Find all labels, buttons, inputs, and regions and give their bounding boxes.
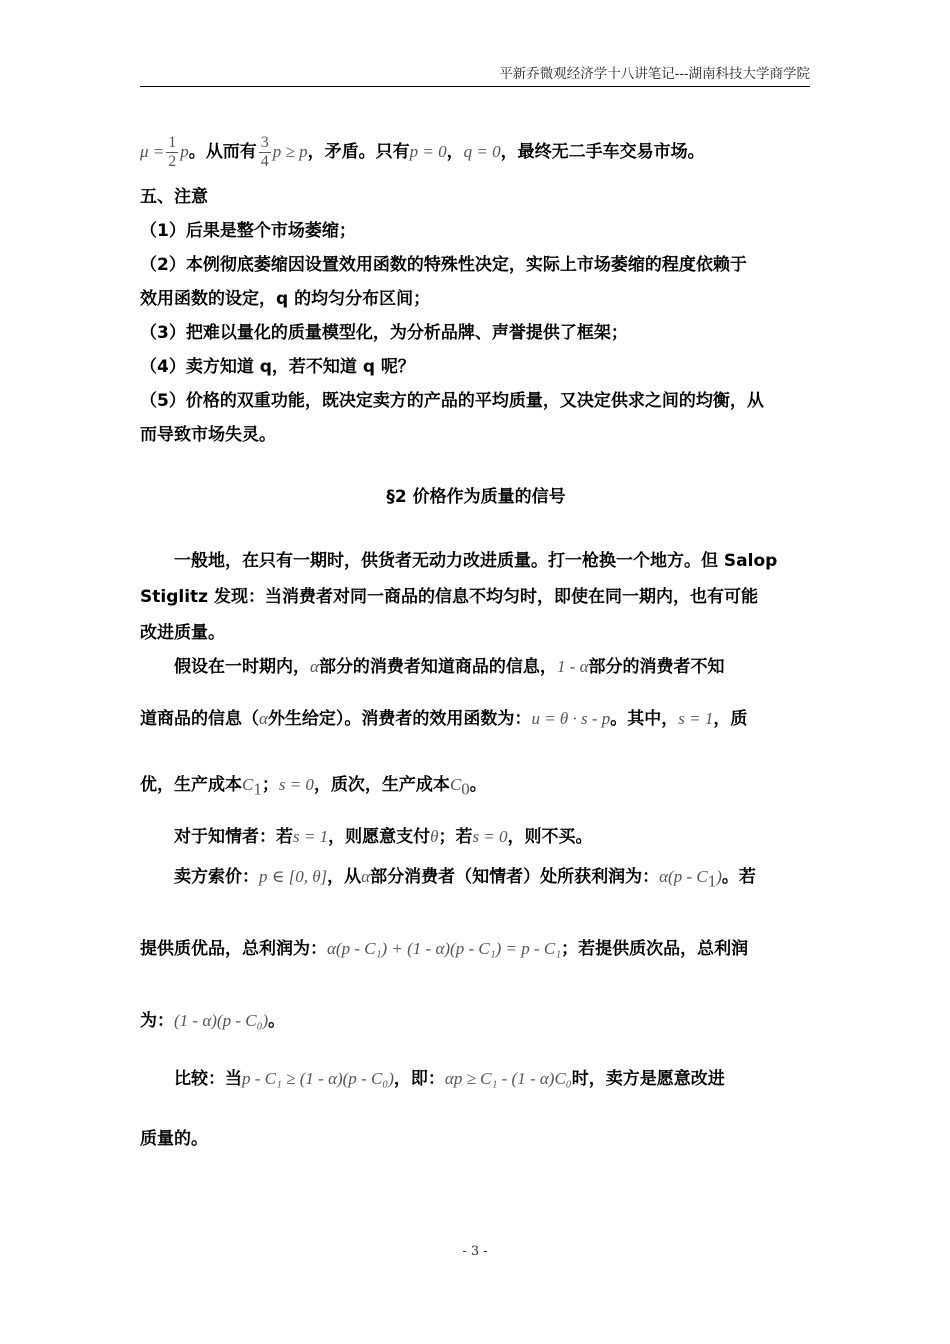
total-profit-low: (1 - α)(p - C₀) xyxy=(174,1011,269,1030)
intro-line-2: Stiglitz 发现：当消费者对同一商品的信息不均匀时，即使在同一期内，也有可能 xyxy=(140,587,758,607)
fraction-half: $\frac{1}{2}$ xyxy=(168,133,177,170)
note-5a: （5）价格的双重功能，既决定卖方的产品的平均质量，又决定供求之间的均衡，从 xyxy=(140,391,764,411)
math-p: p xyxy=(180,142,189,161)
seller-line-1: 卖方索价：p ∈ [0, θ]，从α部分消费者（知情者）处所获利润为：$\alpha(p - C_1)$。若 xyxy=(174,867,756,891)
note-3: （3）把难以量化的质量模型化，为分析品牌、声誉提供了框架； xyxy=(140,323,628,343)
compare-line-1: 比较：当p - C₁ ≥ (1 - α)(p - C₀)，即：αp ≥ C₁ - (1 - α)C₀时，卖方是愿意改进 xyxy=(174,1069,725,1089)
seller-line-3: 为：(1 - α)(p - C₀)。 xyxy=(140,1011,286,1031)
seller-line-2: 提供质优品，总利润为：α(p - C₁) + (1 - α)(p - C₁) = p - C₁；若提供质次品，总利润 xyxy=(140,939,749,959)
math-p-zero: p = 0 xyxy=(409,142,447,161)
page-content xyxy=(140,130,812,1150)
header-text: 平新乔微观经济学十八讲笔记---湖南科技大学商学院 xyxy=(499,66,810,82)
utility-function: u = θ · s - p xyxy=(531,709,611,728)
paragraph-intro xyxy=(140,550,812,644)
paragraph-informed: 对于知情者：若s = 1，则愿意支付θ；若s = 0，则不买。 xyxy=(174,827,593,847)
mu-equation: μ = xyxy=(140,142,165,161)
page-number: - 3 - xyxy=(462,1244,488,1259)
page-header xyxy=(140,62,810,87)
section-title: §2 价格作为质量的信号 xyxy=(386,487,566,507)
paragraph-assumption xyxy=(140,656,812,799)
assumption-line-2: 道商品的信息（α外生给定）。消费者的效用函数为：u = θ · s - p。其中，s = 1，质 xyxy=(140,709,748,729)
paragraph-seller xyxy=(140,866,812,1032)
conclusion-line: μ = $\frac{1}{2}$ p。从而有 $\frac{3}{4}$ p ≥ p，矛盾。只有p = 0，q = 0，最终无二手车交易市场。 xyxy=(140,133,705,170)
notes-section xyxy=(140,186,812,446)
math-inequality: p ≥ p xyxy=(272,142,308,161)
intro-line-3: 改进质量。 xyxy=(140,623,225,643)
fraction-three-quarters: $\frac{3}{4}$ xyxy=(260,133,269,170)
note-2a: （2）本例彻底萎缩因设置效用函数的特殊性决定，实际上市场萎缩的程度依赖于 xyxy=(140,255,747,275)
paragraph-compare xyxy=(140,1068,812,1150)
compare-line-2: 质量的。 xyxy=(140,1129,208,1149)
notes-heading: 五、注意 xyxy=(140,187,208,207)
note-4: （4）卖方知道 q，若不知道 q 呢？ xyxy=(140,357,415,377)
note-2b: 效用函数的设定，q 的均匀分布区间； xyxy=(140,289,431,309)
assumption-line-1: 假设在一时期内，α部分的消费者知道商品的信息，1 - α部分的消费者不知 xyxy=(174,657,725,677)
note-1: （1）后果是整个市场萎缩； xyxy=(140,221,356,241)
intro-line-1: 一般地，在只有一期时，供货者无动力改进质量。打一枪换一个地方。但 Salop xyxy=(174,551,778,571)
math-q-zero: q = 0 xyxy=(463,142,501,161)
total-profit-high: α(p - C₁) + (1 - α)(p - C₁) = p - C₁ xyxy=(327,939,562,958)
assumption-line-3: 优，生产成本$C_1$；s = 0，质次，生产成本$C_0$。 xyxy=(140,775,487,799)
note-5b: 而导致市场失灵。 xyxy=(140,425,276,445)
